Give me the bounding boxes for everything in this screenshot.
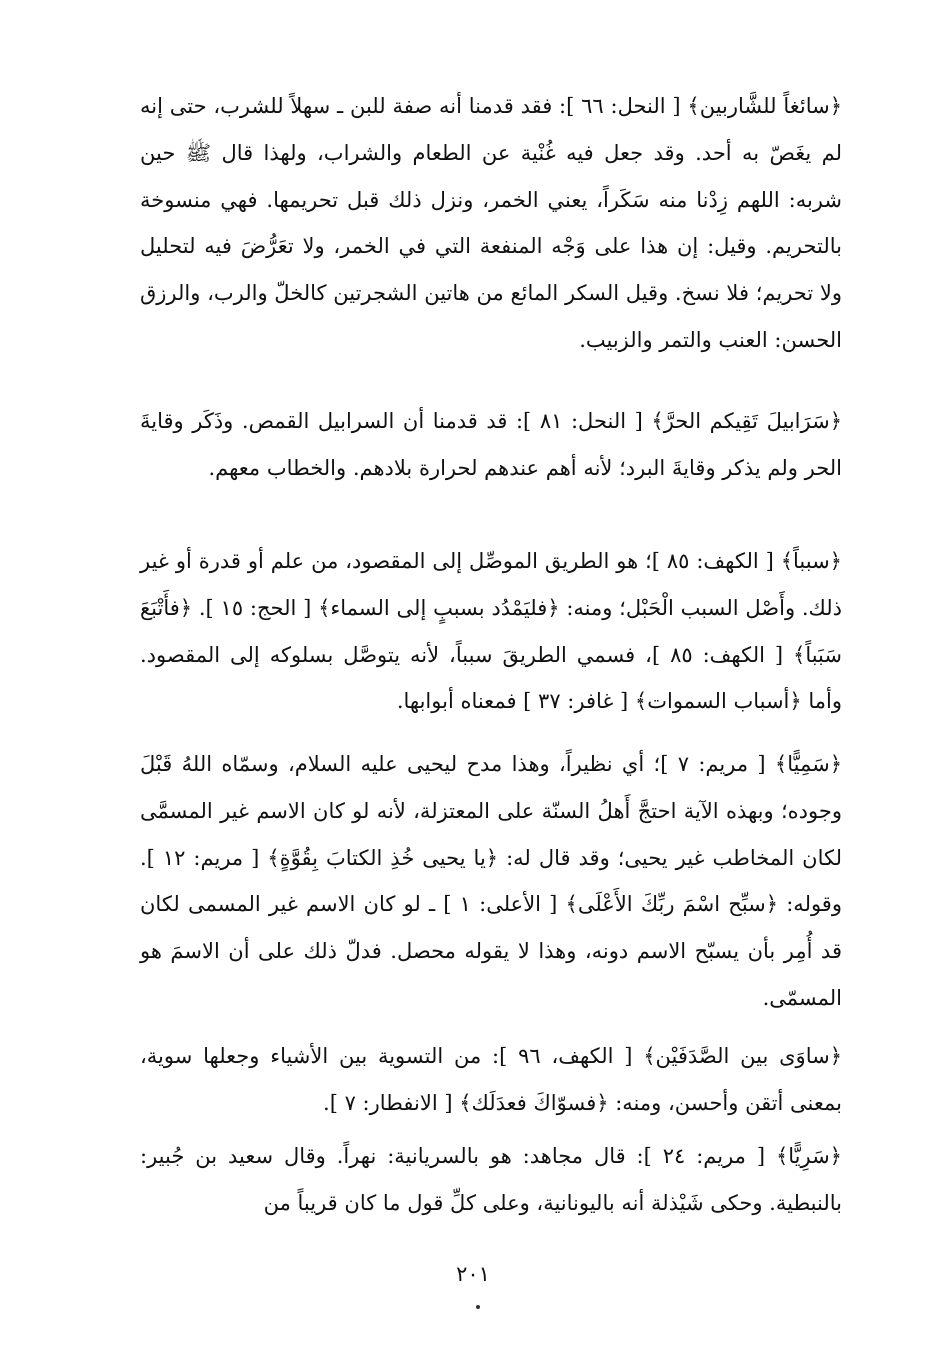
entry-paragraph-samiyya: ﴿سَمِيًّا﴾ [ مريم: ٧ ]؛ أي نظيراً، وهذا مدح ليحيى عليه السلام، وسمّاه اللهُ قَبْلَ وجوده؛ وبهذه الآية احتجَّ أَهلُ السنّة على المعتزلة، لأنه لو كان الاسم غير المسمَّى لكان المخاطب غير يحيى؛ وقد قال له: ﴿يا يحيى خُذِ الكتابَ بِقُوَّةٍ﴾ [ مريم: ١٢ ]. وقوله: ﴿سبِّح اسْمَ ربِّكَ الأَعْلَى﴾ [ الأعلى: ١ ] ـ لو كان الاسم غير المسمى لكان قد أُمِر بأن يسبّح الاسم دونه، وهذا لا يقوله محصل. فدلّ ذلك على أن الاسمَ هو المسمّى. bbox=[140, 752, 843, 1010]
entry-paragraph-sababan: ﴿سبباً﴾ [ الكهف: ٨٥ ]؛ هو الطريق الموصِّل إلى المقصود، من علم أو قدرة أو غير ذلك. وأَصْل السبب الْحَبْل؛ ومنه: ﴿فليَمْدُد بسببٍ إلى السماء﴾ [ الحج: ١٥ ]. ﴿فأَتْبَعَ سَبَباً﴾ [ الكهف: ٨٥ ]، فسمي الطريقَ سبباً، لأنه يتوصَّل بسلوكه إلى المقصود. وأما ﴿أسباب السموات﴾ [ غافر: ٣٧ ] فمعناه أبوابها. bbox=[140, 549, 842, 714]
entry-paragraph-sarabil: ﴿سَرَابيلَ تَقِيكم الحرَّ﴾ [ النحل: ٨١ ]: قد قدمنا أن السرابيل القمص. وذَكَر وقايةَ الحر ولم يذكر وقايةَ البرد؛ لأنه أهم عندهم لحرارة بلادهم. والخطاب معهم. bbox=[140, 409, 843, 480]
entry-paragraph-saigan: ﴿سائغاً للشَّاربين﴾ [ النحل: ٦٦ ]: فقد قدمنا أنه صفة للبن ـ سهلاً للشرب، حتى إنه لم يغَصّ به أحد. وقد جعل فيه غُنْية عن الطعام والشراب، ولهذا قال ﷺ حين شربه: اللهم زِدْنا منه سَكَراً، يعني الخمر، ونزل ذلك قبل تحريمها. فهي منسوخة بالتحريم. وقيل: إن هذا على وَجْه المنفعة التي في الخمر، ولا تعَرُّضَ فيه لتحليل ولا تحريم؛ فلا نسخ. وقيل السكر المائع من هاتين الشجرتين كالخلّ والرب، والرزق الحسن: العنب والتمر والزبيب. bbox=[140, 94, 842, 352]
page-number: ٢٠١ bbox=[456, 1262, 490, 1286]
print-speck bbox=[476, 1305, 480, 1309]
entry-paragraph-sawa: ﴿ساوَى بين الصَّدَفَيْن﴾ [ الكهف، ٩٦ ]: من التسوية بين الأشياء وجعلها سوية، بمعنى أتقن وأحسن، ومنه: ﴿فسوّاكَ فعدَلَك﴾ [ الانفطار: ٧ ]. bbox=[140, 1044, 843, 1115]
entry-paragraph-sariyya: ﴿سَرِيًّا﴾ [ مريم: ٢٤ ]: قال مجاهد: هو بالسريانية: نهراً. وقال سعيد بن جُبير: بالنبطية. وحكى شَيْذلة أنه باليونانية، وعلى كلِّ قول ما كان قريباً من bbox=[140, 1144, 842, 1215]
